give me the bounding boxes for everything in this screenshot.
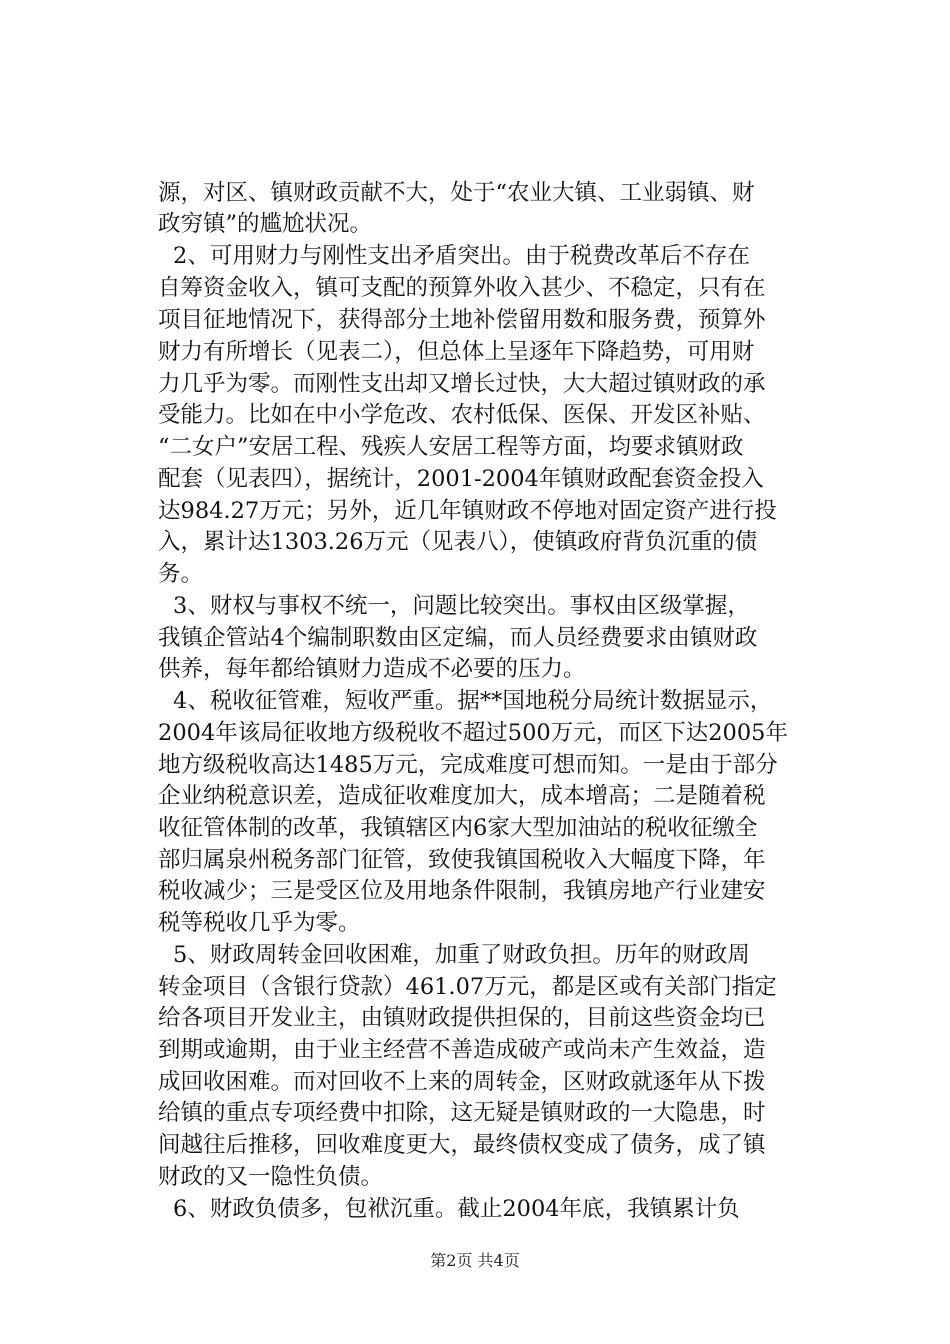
text-line: 给各项目开发业主，由镇财政提供担保的，目前这些资金均已 — [158, 1005, 766, 1031]
text-line: 源，对区、镇财政贡献不大，处于“农业大镇、工业弱镇、财 — [158, 180, 755, 206]
text-line: 项目征地情况下，获得部分土地补偿留用数和服务费，预算外 — [158, 307, 766, 333]
text-line: 务。 — [158, 561, 204, 587]
text-line: 2004年该局征收地方级税收不超过500万元，而区下达2005年 — [158, 720, 788, 746]
text-line: 税等税收几乎为零。 — [158, 910, 361, 936]
paragraph-4-start: 4、税收征管难，短收严重。据**国地税分局统计数据显示， — [173, 688, 773, 714]
page-number-label: 第2页 共4页 — [430, 1251, 520, 1270]
text-line: 入，累计达1303.26万元（见表八），使镇政府背负沉重的债 — [158, 529, 758, 555]
text-line: 自筹资金收入，镇可支配的预算外收入甚少、不稳定，只有在 — [158, 275, 766, 301]
text-line: 到期或逾期，由于业主经营不善造成破产或尚未产生效益，造 — [158, 1037, 766, 1063]
text-line: 受能力。比如在中小学危改、农村低保、医保、开发区补贴、 — [158, 402, 766, 428]
text-line: 财政的又一隐性负债。 — [158, 1164, 384, 1190]
text-line: 配套（见表四），据统计，2001-2004年镇财政配套资金投入 — [158, 466, 764, 492]
text-line: 供养，每年都给镇财力造成不必要的压力。 — [158, 656, 586, 682]
text-line: 我镇企管站4个编制职数由区定编，而人员经费要求由镇财政 — [158, 625, 758, 651]
text-line: 企业纳税意识差，造成征收难度加大，成本增高；二是随着税 — [158, 783, 766, 809]
paragraph-3-start: 3、财权与事权不统一，问题比较突出。事权由区级掌握， — [173, 593, 750, 619]
text-line: 力几乎为零。而刚性支出却又增长过快，大大超过镇财政的承 — [158, 371, 766, 397]
text-line: 税收减少；三是受区位及用地条件限制，我镇房地产行业建安 — [158, 878, 766, 904]
text-line: 收征管体制的改革，我镇辖区内6家大型加油站的税收征缴全 — [158, 815, 758, 841]
text-line: 政穷镇”的尴尬状况。 — [158, 211, 373, 237]
text-line: 财力有所增长（见表二），但总体上呈逐年下降趋势，可用财 — [158, 339, 755, 365]
text-line: 转金项目（含银行贷款）461.07万元，都是区或有关部门指定 — [158, 974, 777, 1000]
text-line: 达984.27万元；另外，近几年镇财政不停地对固定资产进行投 — [158, 498, 777, 524]
paragraph-6-start: 6、财政负债多，包袱沉重。截止2004年底，我镇累计负 — [173, 1196, 740, 1222]
page-footer — [0, 1251, 950, 1271]
text-line: 间越往后推移，回收难度更大，最终债权变成了债务，成了镇 — [158, 1132, 766, 1158]
text-line: 地方级税收高达1485万元，完成难度可想而知。一是由于部分 — [158, 752, 778, 778]
paragraph-2-start: 2、可用财力与刚性支出矛盾突出。由于税费改革后不存在 — [173, 243, 750, 269]
paragraph-5-start: 5、财政周转金回收困难，加重了财政负担。历年的财政周 — [173, 942, 750, 968]
text-line: 部归属泉州税务部门征管，致使我镇国税收入大幅度下降，年 — [158, 847, 766, 873]
text-line: 成回收困难。而对回收不上来的周转金，区财政就逐年从下拨 — [158, 1069, 766, 1095]
text-line: “二女户”安居工程、残疾人安居工程等方面，均要求镇财政 — [158, 434, 744, 460]
text-line: 给镇的重点专项经费中扣除，这无疑是镇财政的一大隐患，时 — [158, 1100, 766, 1126]
